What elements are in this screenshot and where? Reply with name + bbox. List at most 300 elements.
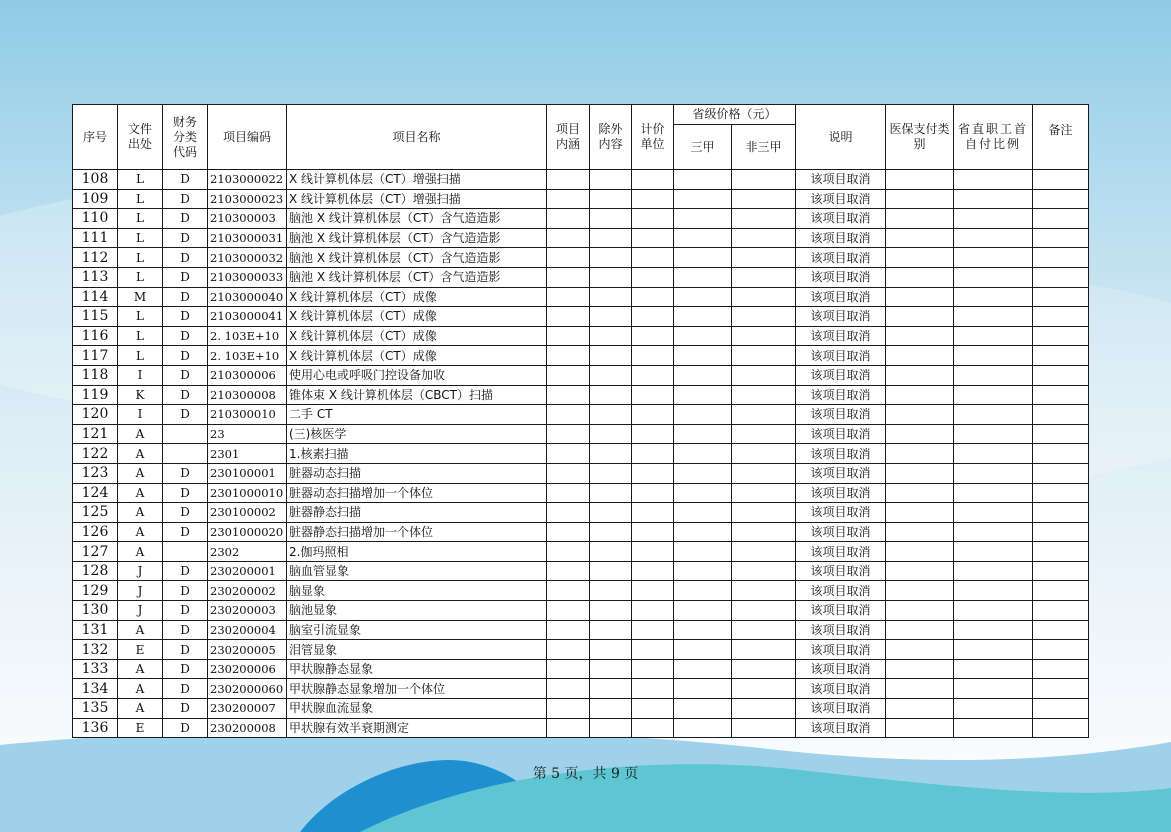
non-tier-a-price-cell	[732, 189, 796, 209]
tier-a-price-cell	[674, 503, 732, 523]
seq-cell: 125	[73, 503, 118, 523]
item-code-cell: 2302	[208, 542, 287, 562]
remarks-cell	[1033, 679, 1089, 699]
finance-code-cell	[163, 424, 208, 444]
table-row	[73, 463, 1089, 483]
table-row	[73, 561, 1089, 581]
source-cell: A	[118, 424, 163, 444]
table-row	[73, 522, 1089, 542]
explanation-cell: 该项目取消	[796, 620, 886, 640]
item-code-cell: 210300003	[208, 209, 287, 229]
seq-cell: 114	[73, 287, 118, 307]
insurance-type-cell	[886, 679, 954, 699]
explanation-cell: 该项目取消	[796, 209, 886, 229]
tier-a-price-cell	[674, 601, 732, 621]
unit-cell	[632, 620, 674, 640]
table-row	[73, 424, 1089, 444]
table-row	[73, 346, 1089, 366]
insurance-type-cell	[886, 522, 954, 542]
table-row	[73, 248, 1089, 268]
insurance-type-cell	[886, 483, 954, 503]
seq-cell: 128	[73, 561, 118, 581]
item-name-cell: 脏器动态扫描增加一个体位	[287, 483, 547, 503]
self-pay-ratio-cell	[954, 699, 1033, 719]
item-name-cell: 脏器静态扫描	[287, 503, 547, 523]
seq-cell: 131	[73, 620, 118, 640]
unit-cell	[632, 679, 674, 699]
self-pay-ratio-cell	[954, 189, 1033, 209]
tier-a-price-cell	[674, 561, 732, 581]
non-tier-a-price-cell	[732, 699, 796, 719]
header-explanation: 说明	[796, 105, 886, 170]
tier-a-price-cell	[674, 346, 732, 366]
item-name-cell: 脑池 X 线计算机体层（CT）含气造造影	[287, 209, 547, 229]
item-name-cell: 泪管显象	[287, 640, 547, 660]
excluded-cell	[590, 248, 632, 268]
item-code-cell: 230100002	[208, 503, 287, 523]
header-province-price: 省级价格（元）	[674, 105, 796, 125]
non-tier-a-price-cell	[732, 581, 796, 601]
tier-a-price-cell	[674, 483, 732, 503]
finance-code-cell: D	[163, 228, 208, 248]
insurance-type-cell	[886, 620, 954, 640]
item-content-cell	[547, 385, 590, 405]
source-cell: K	[118, 385, 163, 405]
explanation-cell: 该项目取消	[796, 601, 886, 621]
explanation-cell: 该项目取消	[796, 522, 886, 542]
table-body	[73, 170, 1089, 738]
explanation-cell: 该项目取消	[796, 503, 886, 523]
table-row	[73, 209, 1089, 229]
insurance-type-cell	[886, 287, 954, 307]
explanation-cell: 该项目取消	[796, 228, 886, 248]
excluded-cell	[590, 483, 632, 503]
insurance-type-cell	[886, 365, 954, 385]
table-row	[73, 189, 1089, 209]
explanation-cell: 该项目取消	[796, 679, 886, 699]
item-name-cell: X 线计算机体层（CT）增强扫描	[287, 189, 547, 209]
item-code-cell: 2103000032	[208, 248, 287, 268]
unit-cell	[632, 365, 674, 385]
excluded-cell	[590, 444, 632, 464]
remarks-cell	[1033, 601, 1089, 621]
item-name-cell: 二手 CT	[287, 405, 547, 425]
remarks-cell	[1033, 444, 1089, 464]
item-content-cell	[547, 444, 590, 464]
non-tier-a-price-cell	[732, 346, 796, 366]
tier-a-price-cell	[674, 287, 732, 307]
non-tier-a-price-cell	[732, 267, 796, 287]
excluded-cell	[590, 463, 632, 483]
item-name-cell: 脑池 X 线计算机体层（CT）含气造造影	[287, 267, 547, 287]
finance-code-cell: D	[163, 601, 208, 621]
excluded-cell	[590, 326, 632, 346]
item-name-cell: 甲状腺静态显象增加一个体位	[287, 679, 547, 699]
item-content-cell	[547, 248, 590, 268]
tier-a-price-cell	[674, 405, 732, 425]
non-tier-a-price-cell	[732, 170, 796, 190]
finance-code-cell: D	[163, 659, 208, 679]
non-tier-a-price-cell	[732, 718, 796, 738]
remarks-cell	[1033, 346, 1089, 366]
seq-cell: 119	[73, 385, 118, 405]
item-content-cell	[547, 307, 590, 327]
header-item-name: 项目名称	[287, 105, 547, 170]
item-name-cell: 脏器静态扫描增加一个体位	[287, 522, 547, 542]
finance-code-cell	[163, 444, 208, 464]
excluded-cell	[590, 640, 632, 660]
non-tier-a-price-cell	[732, 483, 796, 503]
item-content-cell	[547, 424, 590, 444]
remarks-cell	[1033, 248, 1089, 268]
finance-code-cell: D	[163, 640, 208, 660]
tier-a-price-cell	[674, 679, 732, 699]
excluded-cell	[590, 718, 632, 738]
unit-cell	[632, 640, 674, 660]
non-tier-a-price-cell	[732, 287, 796, 307]
unit-cell	[632, 463, 674, 483]
non-tier-a-price-cell	[732, 248, 796, 268]
explanation-cell: 该项目取消	[796, 640, 886, 660]
self-pay-ratio-cell	[954, 463, 1033, 483]
seq-cell: 109	[73, 189, 118, 209]
self-pay-ratio-cell	[954, 365, 1033, 385]
remarks-cell	[1033, 267, 1089, 287]
item-name-cell: 脑血管显象	[287, 561, 547, 581]
insurance-type-cell	[886, 699, 954, 719]
item-code-cell: 2103000040	[208, 287, 287, 307]
tier-a-price-cell	[674, 424, 732, 444]
excluded-cell	[590, 189, 632, 209]
explanation-cell: 该项目取消	[796, 699, 886, 719]
insurance-type-cell	[886, 718, 954, 738]
remarks-cell	[1033, 170, 1089, 190]
seq-cell: 117	[73, 346, 118, 366]
item-content-cell	[547, 659, 590, 679]
remarks-cell	[1033, 699, 1089, 719]
unit-cell	[632, 170, 674, 190]
excluded-cell	[590, 365, 632, 385]
seq-cell: 110	[73, 209, 118, 229]
excluded-cell	[590, 699, 632, 719]
source-cell: A	[118, 620, 163, 640]
excluded-cell	[590, 522, 632, 542]
item-name-cell: 甲状腺血流显象	[287, 699, 547, 719]
self-pay-ratio-cell	[954, 248, 1033, 268]
excluded-cell	[590, 424, 632, 444]
remarks-cell	[1033, 659, 1089, 679]
excluded-cell	[590, 659, 632, 679]
seq-cell: 132	[73, 640, 118, 660]
explanation-cell: 该项目取消	[796, 189, 886, 209]
source-cell: L	[118, 346, 163, 366]
item-name-cell: 脏器动态扫描	[287, 463, 547, 483]
non-tier-a-price-cell	[732, 365, 796, 385]
item-content-cell	[547, 483, 590, 503]
source-cell: M	[118, 287, 163, 307]
item-content-cell	[547, 365, 590, 385]
table-row	[73, 267, 1089, 287]
item-name-cell: 甲状腺静态显象	[287, 659, 547, 679]
source-cell: A	[118, 483, 163, 503]
table-row	[73, 228, 1089, 248]
insurance-type-cell	[886, 542, 954, 562]
insurance-type-cell	[886, 267, 954, 287]
item-name-cell: X 线计算机体层（CT）成像	[287, 287, 547, 307]
explanation-cell: 该项目取消	[796, 287, 886, 307]
tier-a-price-cell	[674, 659, 732, 679]
seq-cell: 111	[73, 228, 118, 248]
seq-cell: 123	[73, 463, 118, 483]
item-code-cell: 210300008	[208, 385, 287, 405]
tier-a-price-cell	[674, 522, 732, 542]
item-content-cell	[547, 267, 590, 287]
remarks-cell	[1033, 405, 1089, 425]
remarks-cell	[1033, 385, 1089, 405]
item-code-cell: 230200005	[208, 640, 287, 660]
finance-code-cell: D	[163, 326, 208, 346]
seq-cell: 129	[73, 581, 118, 601]
unit-cell	[632, 405, 674, 425]
tier-a-price-cell	[674, 189, 732, 209]
insurance-type-cell	[886, 346, 954, 366]
unit-cell	[632, 718, 674, 738]
insurance-type-cell	[886, 326, 954, 346]
source-cell: L	[118, 189, 163, 209]
self-pay-ratio-cell	[954, 307, 1033, 327]
item-code-cell: 230200008	[208, 718, 287, 738]
item-name-cell: X 线计算机体层（CT）成像	[287, 326, 547, 346]
insurance-type-cell	[886, 405, 954, 425]
item-content-cell	[547, 620, 590, 640]
explanation-cell: 该项目取消	[796, 463, 886, 483]
self-pay-ratio-cell	[954, 542, 1033, 562]
item-name-cell: X 线计算机体层（CT）增强扫描	[287, 170, 547, 190]
remarks-cell	[1033, 307, 1089, 327]
excluded-cell	[590, 307, 632, 327]
tier-a-price-cell	[674, 326, 732, 346]
item-name-cell: 脑室引流显象	[287, 620, 547, 640]
item-name-cell: 脑显象	[287, 581, 547, 601]
unit-cell	[632, 189, 674, 209]
item-name-cell: 1.核素扫描	[287, 444, 547, 464]
item-content-cell	[547, 463, 590, 483]
remarks-cell	[1033, 424, 1089, 444]
finance-code-cell: D	[163, 170, 208, 190]
insurance-type-cell	[886, 601, 954, 621]
seq-cell: 120	[73, 405, 118, 425]
unit-cell	[632, 287, 674, 307]
tier-a-price-cell	[674, 365, 732, 385]
item-code-cell: 230200003	[208, 601, 287, 621]
explanation-cell: 该项目取消	[796, 346, 886, 366]
unit-cell	[632, 424, 674, 444]
finance-code-cell: D	[163, 385, 208, 405]
item-code-cell: 2103000022	[208, 170, 287, 190]
excluded-cell	[590, 287, 632, 307]
table-row	[73, 307, 1089, 327]
table-row	[73, 581, 1089, 601]
self-pay-ratio-cell	[954, 561, 1033, 581]
explanation-cell: 该项目取消	[796, 365, 886, 385]
seq-cell: 135	[73, 699, 118, 719]
tier-a-price-cell	[674, 209, 732, 229]
source-cell: J	[118, 601, 163, 621]
explanation-cell: 该项目取消	[796, 326, 886, 346]
unit-cell	[632, 483, 674, 503]
excluded-cell	[590, 346, 632, 366]
excluded-cell	[590, 385, 632, 405]
source-cell: L	[118, 326, 163, 346]
table-row	[73, 503, 1089, 523]
source-cell: L	[118, 307, 163, 327]
item-name-cell: X 线计算机体层（CT）成像	[287, 346, 547, 366]
unit-cell	[632, 659, 674, 679]
non-tier-a-price-cell	[732, 542, 796, 562]
header-tier-a: 三甲	[674, 125, 732, 170]
insurance-type-cell	[886, 385, 954, 405]
unit-cell	[632, 581, 674, 601]
self-pay-ratio-cell	[954, 659, 1033, 679]
item-name-cell: 使用心电或呼吸门控设备加收	[287, 365, 547, 385]
source-cell: A	[118, 522, 163, 542]
source-cell: J	[118, 581, 163, 601]
explanation-cell: 该项目取消	[796, 581, 886, 601]
item-code-cell: 230100001	[208, 463, 287, 483]
remarks-cell	[1033, 542, 1089, 562]
header-insurance-type: 医保支付类别	[886, 105, 954, 170]
item-content-cell	[547, 346, 590, 366]
item-content-cell	[547, 542, 590, 562]
table-row	[73, 405, 1089, 425]
non-tier-a-price-cell	[732, 424, 796, 444]
header-item-code: 项目编码	[208, 105, 287, 170]
unit-cell	[632, 248, 674, 268]
insurance-type-cell	[886, 463, 954, 483]
insurance-type-cell	[886, 307, 954, 327]
item-code-cell: 230200004	[208, 620, 287, 640]
excluded-cell	[590, 542, 632, 562]
finance-code-cell: D	[163, 365, 208, 385]
table-row	[73, 640, 1089, 660]
item-content-cell	[547, 640, 590, 660]
insurance-type-cell	[886, 659, 954, 679]
finance-code-cell	[163, 542, 208, 562]
remarks-cell	[1033, 365, 1089, 385]
item-content-cell	[547, 561, 590, 581]
insurance-type-cell	[886, 248, 954, 268]
self-pay-ratio-cell	[954, 267, 1033, 287]
finance-code-cell: D	[163, 307, 208, 327]
non-tier-a-price-cell	[732, 444, 796, 464]
unit-cell	[632, 601, 674, 621]
non-tier-a-price-cell	[732, 620, 796, 640]
excluded-cell	[590, 620, 632, 640]
unit-cell	[632, 346, 674, 366]
item-code-cell: 2. 103E+10	[208, 346, 287, 366]
self-pay-ratio-cell	[954, 424, 1033, 444]
tier-a-price-cell	[674, 699, 732, 719]
self-pay-ratio-cell	[954, 170, 1033, 190]
page-number: 第 5 页，共 9 页	[532, 766, 639, 782]
self-pay-ratio-cell	[954, 346, 1033, 366]
item-code-cell: 2302000060	[208, 679, 287, 699]
self-pay-ratio-cell	[954, 640, 1033, 660]
explanation-cell: 该项目取消	[796, 444, 886, 464]
self-pay-ratio-cell	[954, 503, 1033, 523]
remarks-cell	[1033, 620, 1089, 640]
seq-cell: 130	[73, 601, 118, 621]
item-code-cell: 2103000033	[208, 267, 287, 287]
tier-a-price-cell	[674, 463, 732, 483]
tier-a-price-cell	[674, 307, 732, 327]
remarks-cell	[1033, 463, 1089, 483]
finance-code-cell: D	[163, 620, 208, 640]
header-non-tier-a: 非三甲	[732, 125, 796, 170]
item-content-cell	[547, 699, 590, 719]
item-content-cell	[547, 581, 590, 601]
excluded-cell	[590, 209, 632, 229]
price-table-container	[72, 104, 1089, 738]
non-tier-a-price-cell	[732, 503, 796, 523]
insurance-type-cell	[886, 444, 954, 464]
remarks-cell	[1033, 561, 1089, 581]
item-content-cell	[547, 189, 590, 209]
finance-code-cell: D	[163, 581, 208, 601]
tier-a-price-cell	[674, 620, 732, 640]
non-tier-a-price-cell	[732, 679, 796, 699]
seq-cell: 115	[73, 307, 118, 327]
finance-code-cell: D	[163, 699, 208, 719]
table-row	[73, 287, 1089, 307]
table-row	[73, 365, 1089, 385]
item-code-cell: 230200001	[208, 561, 287, 581]
remarks-cell	[1033, 503, 1089, 523]
tier-a-price-cell	[674, 581, 732, 601]
item-name-cell: 2.伽玛照相	[287, 542, 547, 562]
unit-cell	[632, 542, 674, 562]
item-content-cell	[547, 326, 590, 346]
explanation-cell: 该项目取消	[796, 307, 886, 327]
explanation-cell: 该项目取消	[796, 248, 886, 268]
header-self-pay-ratio: 省直职工首自付比例	[954, 105, 1033, 170]
non-tier-a-price-cell	[732, 326, 796, 346]
item-content-cell	[547, 601, 590, 621]
tier-a-price-cell	[674, 640, 732, 660]
header-unit: 计价单位	[632, 105, 674, 170]
excluded-cell	[590, 170, 632, 190]
item-code-cell: 23	[208, 424, 287, 444]
non-tier-a-price-cell	[732, 463, 796, 483]
item-code-cell: 2103000023	[208, 189, 287, 209]
insurance-type-cell	[886, 561, 954, 581]
tier-a-price-cell	[674, 444, 732, 464]
explanation-cell: 该项目取消	[796, 424, 886, 444]
tier-a-price-cell	[674, 170, 732, 190]
item-code-cell: 230200002	[208, 581, 287, 601]
item-content-cell	[547, 209, 590, 229]
item-code-cell: 2103000031	[208, 228, 287, 248]
seq-cell: 112	[73, 248, 118, 268]
finance-code-cell: D	[163, 405, 208, 425]
finance-code-cell: D	[163, 346, 208, 366]
source-cell: A	[118, 503, 163, 523]
item-code-cell: 230200006	[208, 659, 287, 679]
unit-cell	[632, 209, 674, 229]
remarks-cell	[1033, 228, 1089, 248]
finance-code-cell: D	[163, 503, 208, 523]
remarks-cell	[1033, 522, 1089, 542]
